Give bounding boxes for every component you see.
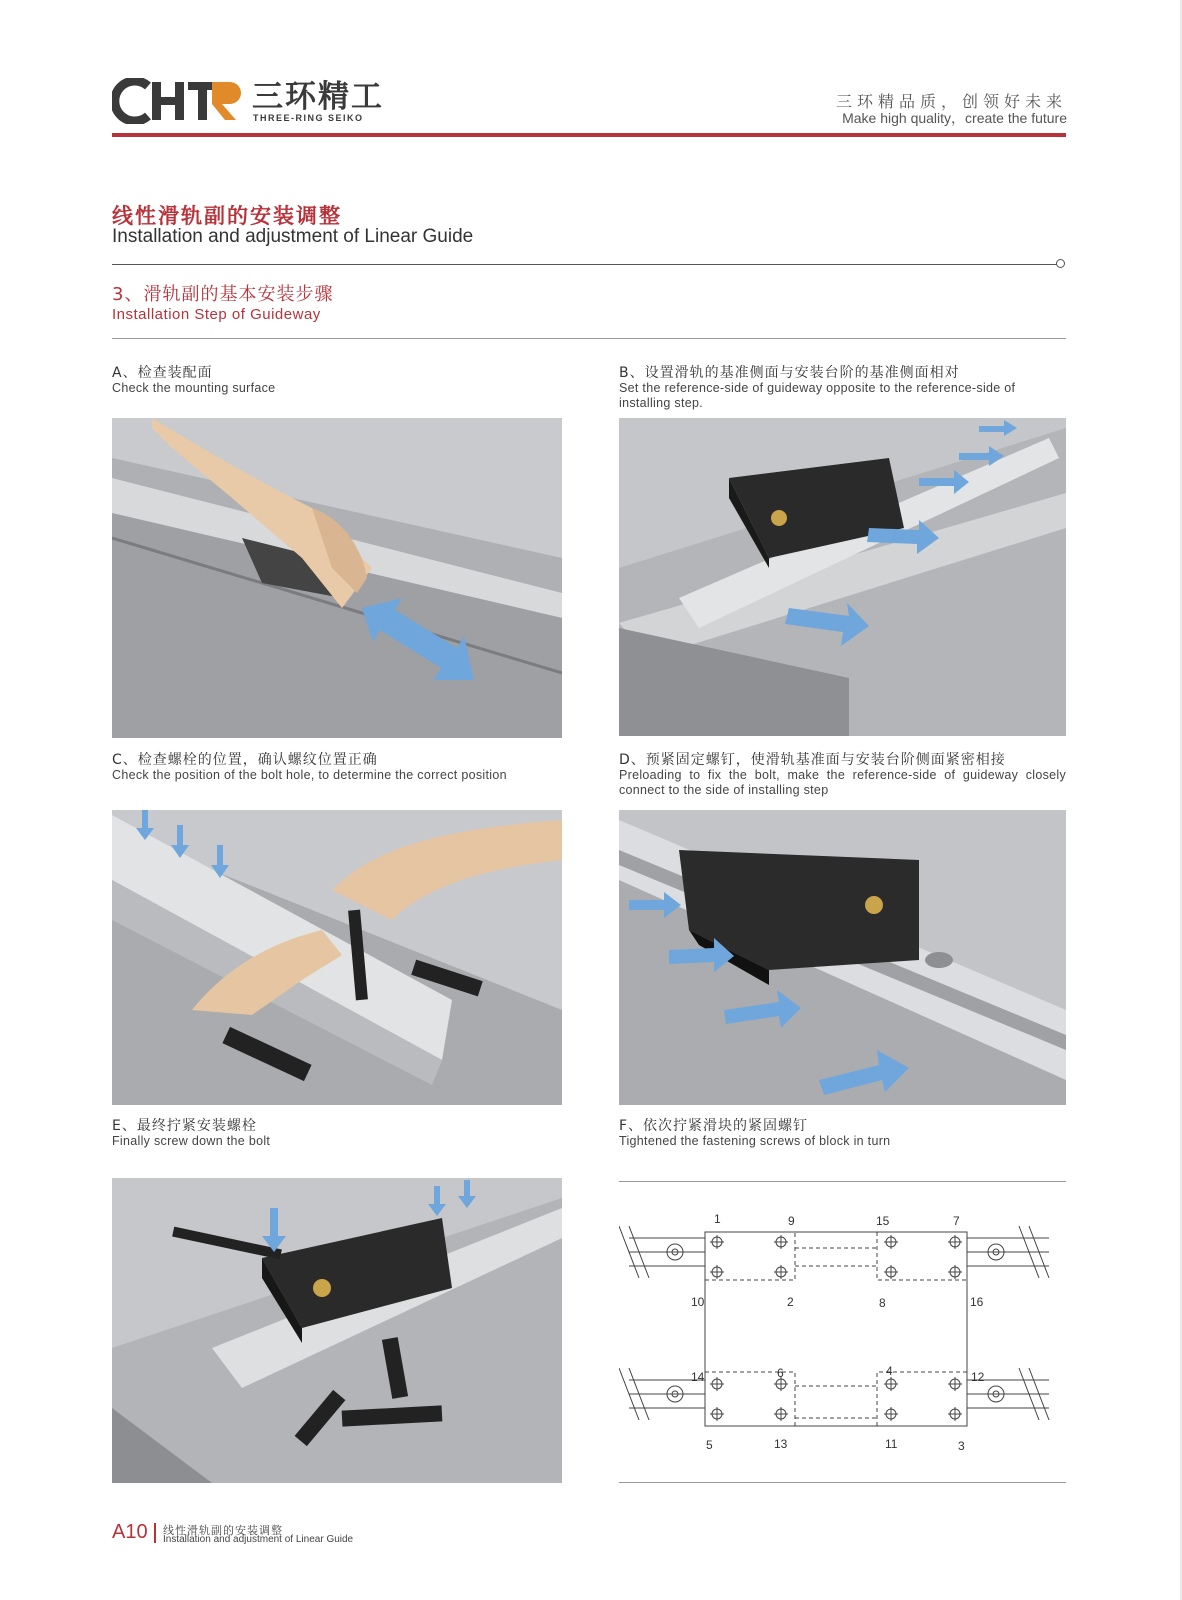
step-a-desc: Check the mounting surface	[112, 381, 276, 395]
slogan-cn: 三环精品质，创领好未来	[835, 92, 1067, 111]
step-d-title: D、预紧固定螺钉，使滑轨基准面与安装台阶侧面紧密相接	[619, 752, 1006, 768]
step-f-title: F、依次拧紧滑块的紧固螺钉	[619, 1118, 809, 1134]
bolt-number: 9	[788, 1214, 795, 1228]
slogan-en: Make high quality，create the future	[842, 110, 1067, 126]
footer-title-en: Installation and adjustment of Linear Guide	[163, 1534, 354, 1545]
diagram-top-divider	[619, 1181, 1066, 1182]
step-e-desc: Finally screw down the bolt	[112, 1134, 271, 1148]
title-divider	[112, 264, 1058, 265]
page-title-cn: 线性滑轨副的安装调整	[112, 204, 342, 228]
section-title-cn: 3、滑轨副的基本安装步骤	[112, 284, 334, 305]
page-number: A10	[112, 1521, 148, 1543]
step-b-photo	[619, 418, 1066, 736]
bolt-number: 4	[886, 1364, 893, 1378]
footer-separator	[154, 1523, 156, 1543]
bolt-number: 3	[958, 1439, 965, 1453]
brand-name-cn: 三环精工	[252, 79, 384, 115]
brand-logo	[112, 78, 247, 124]
tightening-order-diagram	[619, 1186, 1066, 1476]
page-title-en: Installation and adjustment of Linear Guide	[112, 226, 474, 247]
bolt-number: 1	[714, 1212, 721, 1226]
step-b-desc: Set the reference-side of guideway opposite to the reference-side of installing step.	[619, 381, 1016, 410]
bolt-number: 2	[787, 1295, 794, 1309]
step-c-desc: Check the position of the bolt hole, to determine the correct position	[112, 768, 507, 782]
step-d-photo	[619, 810, 1066, 1105]
bolt-number: 7	[953, 1214, 960, 1228]
bolt-number: 14	[691, 1370, 705, 1384]
bolt-number: 8	[879, 1296, 886, 1310]
bolt-number: 5	[706, 1438, 713, 1452]
step-a-title: A、检查装配面	[112, 365, 213, 381]
footer-title-cn: 线性滑轨副的安装调整	[163, 1524, 283, 1537]
header-divider	[112, 133, 1066, 137]
bolt-number: 13	[774, 1437, 788, 1451]
step-e-title: E、最终拧紧安装螺栓	[112, 1118, 257, 1134]
diagram-bottom-divider	[619, 1482, 1066, 1483]
step-e-photo	[112, 1178, 562, 1483]
bolt-number: 12	[971, 1370, 985, 1384]
title-divider-end-icon	[1056, 259, 1065, 268]
slide-table	[705, 1232, 967, 1426]
section-title-en: Installation Step of Guideway	[112, 306, 321, 323]
bolt-number: 15	[876, 1214, 890, 1228]
bolt-number: 11	[885, 1437, 898, 1451]
step-c-photo	[112, 810, 562, 1105]
step-f-desc: Tightened the fastening screws of block in turn	[619, 1134, 891, 1148]
step-d-desc: Preloading to fix the bolt, make the reference-side of guideway closely connect to the side of installing step	[619, 768, 1066, 797]
section-divider	[112, 338, 1066, 339]
bolt-number: 10	[691, 1295, 705, 1309]
bolt-number: 16	[970, 1295, 984, 1309]
step-c-title: C、检查螺栓的位置，确认螺纹位置正确	[112, 752, 378, 768]
bolt-number: 6	[777, 1366, 784, 1380]
step-b-title: B、设置滑轨的基准侧面与安装台阶的基准侧面相对	[619, 365, 960, 381]
step-a-photo	[112, 418, 562, 738]
brand-name-en: THREE-RING SEIKO	[253, 113, 364, 123]
